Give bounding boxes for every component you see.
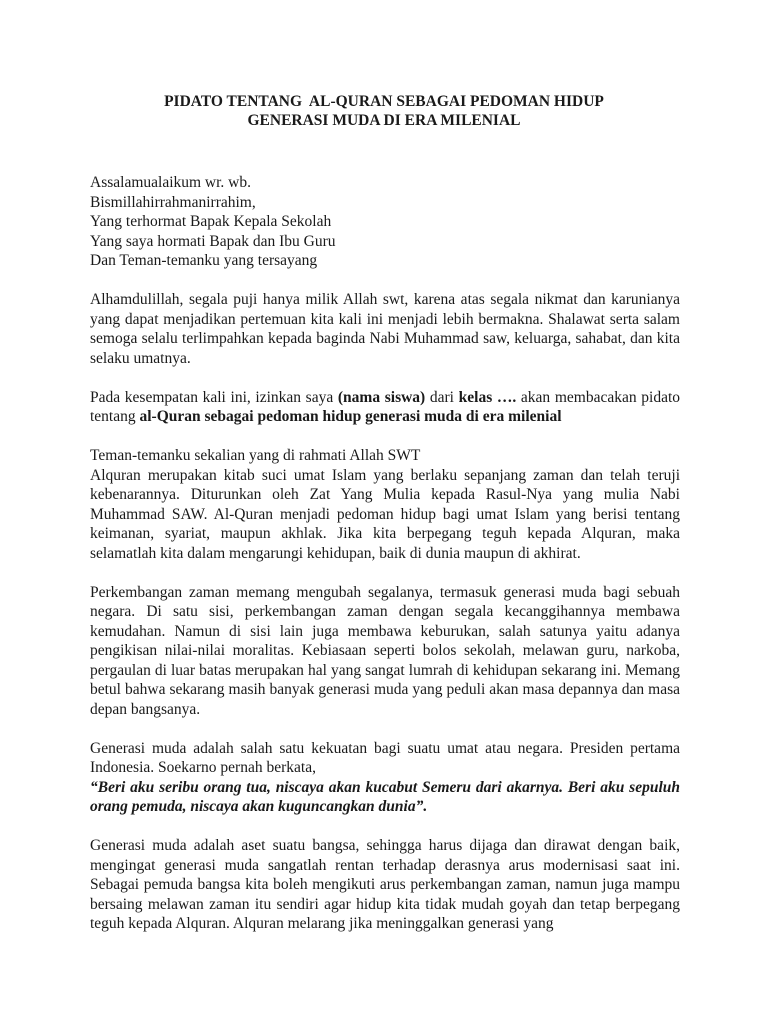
title-line-1: PIDATO TENTANG AL-QURAN SEBAGAI PEDOMAN HIDUP [164,93,604,110]
intro-text: akan membacakan pidato tentang [90,388,681,425]
class-placeholder: kelas …. [458,388,517,406]
paragraph-alquran: Alquran merupakan kitab suci umat Islam yang berlaku sepanjang zaman dan telah teruji kebenarannya. Diturunkan oleh Zat Yang Mulia kepada Rasul-Nya yang mulia Nabi Muhammad SAW. Al-Quran menjadi pedoman hidup bagi umat Islam yang berisi tentang keimanan, syariat, maupun akhlak. Jika kita berpegang teguh kepada Alquran, maka selamatlah kita dalam mengarungi kehidupan, baik di dunia maupun di akhirat. [90,466,680,562]
greeting-line: Dan Teman-temanku yang tersayang [90,252,318,269]
greeting-line: Bismillahirrahmanirrahim, [90,193,256,211]
paragraph-asset: Generasi muda adalah aset suatu bangsa, sehingga harus dijaga dan dirawat dengan baik, mengingat generasi muda sangatlah rentan terhadap derasnya arus modernisasi saat ini. Sebagai pemuda bangsa kita boleh mengikuti arus perkembangan zaman, namun juga mampu bersaing melawan zaman itu sendiri agar hidup kita tidak mudah goyah dan tetap berpegang teguh kepada Alquran. Alquran melarang jika meninggalkan generasi yang [90,837,680,932]
title-line-2: GENERASI MUDA DI ERA MILENIAL [247,112,521,129]
intro-text: dari [425,388,459,406]
paragraph-opening: Alhamdulillah, segala puji hanya milik Allah swt, karena atas segala nikmat dan karunianya yang dapat menjadikan pertemuan kita kali ini menjadi lebih bermakna. Shalawat serta salam semoga selalu terlimpahkan kepada baginda Nabi Muhammad saw, keluarga, sahabat, dan kita selaku umatnya. [90,291,680,367]
paragraph-youth: Generasi muda adalah salah satu kekuatan bagi suatu umat atau negara. Presiden pertama Indonesia. Soekarno pernah berkata, [90,739,680,776]
paragraph-address: Teman-temanku sekalian yang di rahmati Allah SWT [90,447,421,464]
soekarno-quote: “Beri aku seribu orang tua, niscaya akan kucabut Semeru dari akarnya. Beri aku sepuluh orang pemuda, niscaya akan kuguncangkan dunia”. [90,778,680,815]
paragraph-introduction [90,388,680,427]
student-name-placeholder: (nama siswa) [337,388,426,406]
greeting-block [90,173,680,271]
intro-text: Pada kesempatan kali ini, izinkan saya [90,388,338,406]
speech-topic: al-Quran sebagai pedoman hidup generasi muda di era milenial [139,408,562,425]
greeting-line: Assalamualaikum wr. wb. [90,174,252,191]
paragraph-era: Perkembangan zaman memang mengubah segalanya, termasuk generasi muda bagi sebuah negara. Di satu sisi, perkembangan zaman dengan segala kecanggihannya membawa kemudahan. Namun di sisi lain juga membawa keburukan, salah satunya yaitu adanya pengikisan nilai-nilai moralitas. Kebiasaan seperti bolos sekolah, melawan guru, narkoba, pergaulan di luar batas merupakan hal yang sangat lumrah di kehidupan sekarang ini. Memang betul bahwa sekarang masih banyak generasi muda yang peduli akan masa depannya dan masa depan bangsanya. [90,583,680,718]
document-body [90,173,680,953]
document-title [0,92,768,130]
greeting-line: Yang saya hormati Bapak dan Ibu Guru [90,232,336,250]
greeting-line: Yang terhormat Bapak Kepala Sekolah [90,213,332,230]
